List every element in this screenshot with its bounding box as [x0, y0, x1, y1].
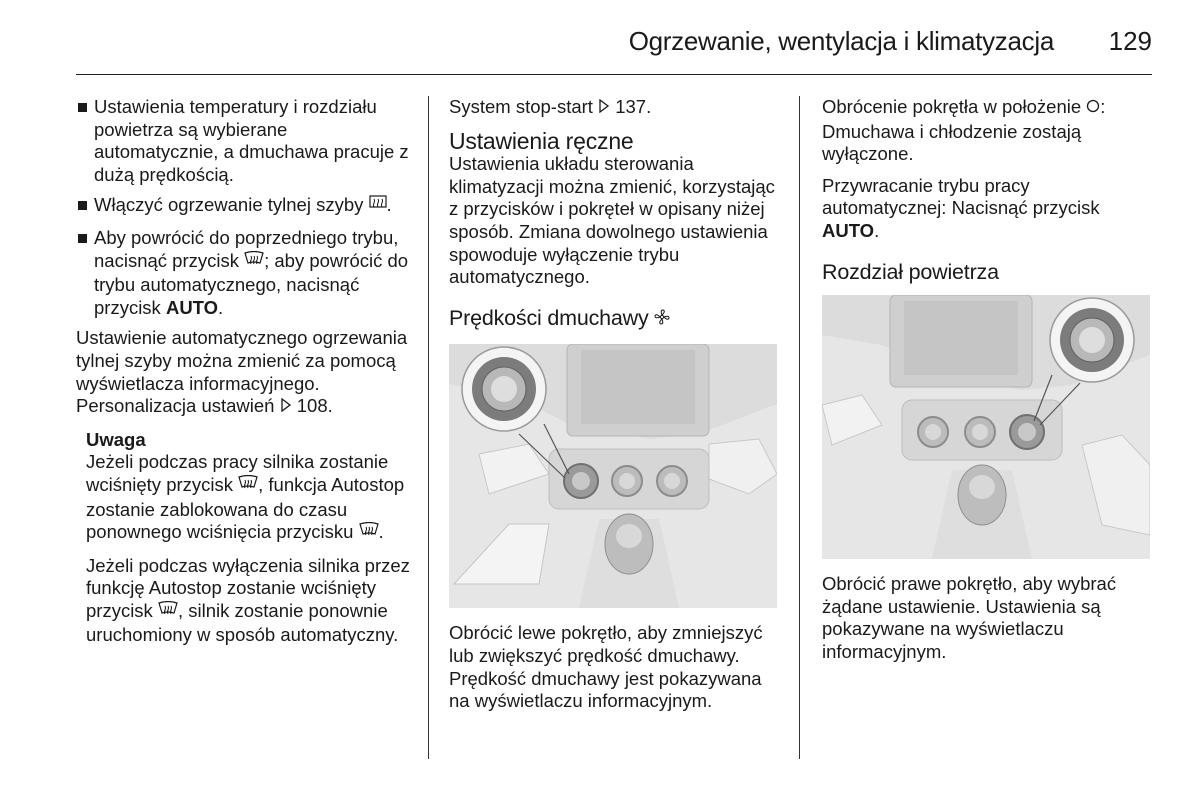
rear-window-heating-icon — [238, 475, 258, 499]
column-divider — [428, 96, 429, 759]
fan-icon — [654, 309, 670, 333]
subsection-heading: Prędkości dmuchawy — [449, 307, 779, 333]
off-position-circle-icon — [1086, 98, 1100, 121]
rear-window-heating-icon — [158, 601, 178, 625]
reference-arrow-icon — [598, 98, 610, 121]
page-header-title: Ogrzewanie, wentylacja i klimatyzacja — [628, 26, 1054, 56]
column-right — [822, 96, 1152, 673]
column-middle — [449, 96, 779, 722]
rear-window-heating-icon — [244, 251, 264, 275]
section-heading: Ustawienia ręczne — [449, 127, 634, 154]
subsection-heading: Rozdział powietrza — [822, 259, 999, 284]
paragraph: Ustawienia układu sterowania klimatyzacji można zmienić, korzystając z przycisków i pokręteł w opisany niżej sposób. Zmiana dowolnego ustawienia spowoduje wyłączenie trybu automatycznego. — [449, 153, 775, 288]
column-divider — [799, 96, 800, 759]
reference-arrow-icon — [280, 397, 292, 420]
header-rule — [76, 74, 1152, 75]
note-title: Uwaga — [86, 428, 146, 450]
air-distribution-knob-illustration — [822, 295, 1150, 559]
note-paragraph: Jeżeli podczas pracy silnika zostanie wciśnięty przycisk , funkcja Autostop zostanie zablokowana do czasu ponownego wciśnięcia przycisku . — [86, 451, 411, 545]
bullet-list — [76, 96, 411, 319]
paragraph: Ustawienie automatycznego ogrzewania tylnej szyby można zmienić za pomocą wyświetlacza informacyjnego. Personalizacja ustawień 108. — [76, 327, 411, 419]
rear-window-heating-icon — [369, 195, 387, 219]
bullet-item: Aby powrócić do poprzedniego trybu, nacisnąć przycisk ; aby powrócić do trybu automatycznego, nacisnąć przycisk AUTO. — [76, 227, 411, 319]
paragraph: Przywracanie trybu pracy automatycznej: Nacisnąć przycisk AUTO. — [822, 174, 1100, 241]
rear-window-heating-icon — [359, 522, 379, 546]
bullet-item: Ustawienia temperatury i rozdziału powietrza są wybierane automatycznie, a dmuchawa pracuje z dużą prędkością. — [76, 96, 411, 186]
paragraph: Obrócić prawe pokrętło, aby wybrać żądane ustawienie. Ustawienia są pokazywane na wyświetlaczu informacyjnym. — [822, 573, 1117, 662]
note-block — [76, 429, 411, 647]
note-paragraph: Jeżeli podczas wyłączenia silnika przez funkcję Autostop zostanie wciśnięty przycisk , silnik zostanie ponownie uruchomiony w sposób automatyczny. — [86, 554, 410, 646]
paragraph: Obrócić lewe pokrętło, aby zmniejszyć lub zwiększyć prędkość dmuchawy. Prędkość dmuchawy jest pokazywana na wyświetlaczu informacyjnym. — [449, 622, 763, 712]
paragraph: System stop-start 137. — [449, 96, 779, 121]
fan-speed-knob-illustration — [449, 344, 777, 608]
column-left — [76, 96, 411, 656]
page-number: 129 — [1108, 26, 1152, 56]
bullet-item: Włączyć ogrzewanie tylnej szyby . — [76, 194, 411, 219]
paragraph: Obrócenie pokrętła w położenie : Dmuchawa i chłodzenie zostają wyłączone. — [822, 96, 1106, 165]
